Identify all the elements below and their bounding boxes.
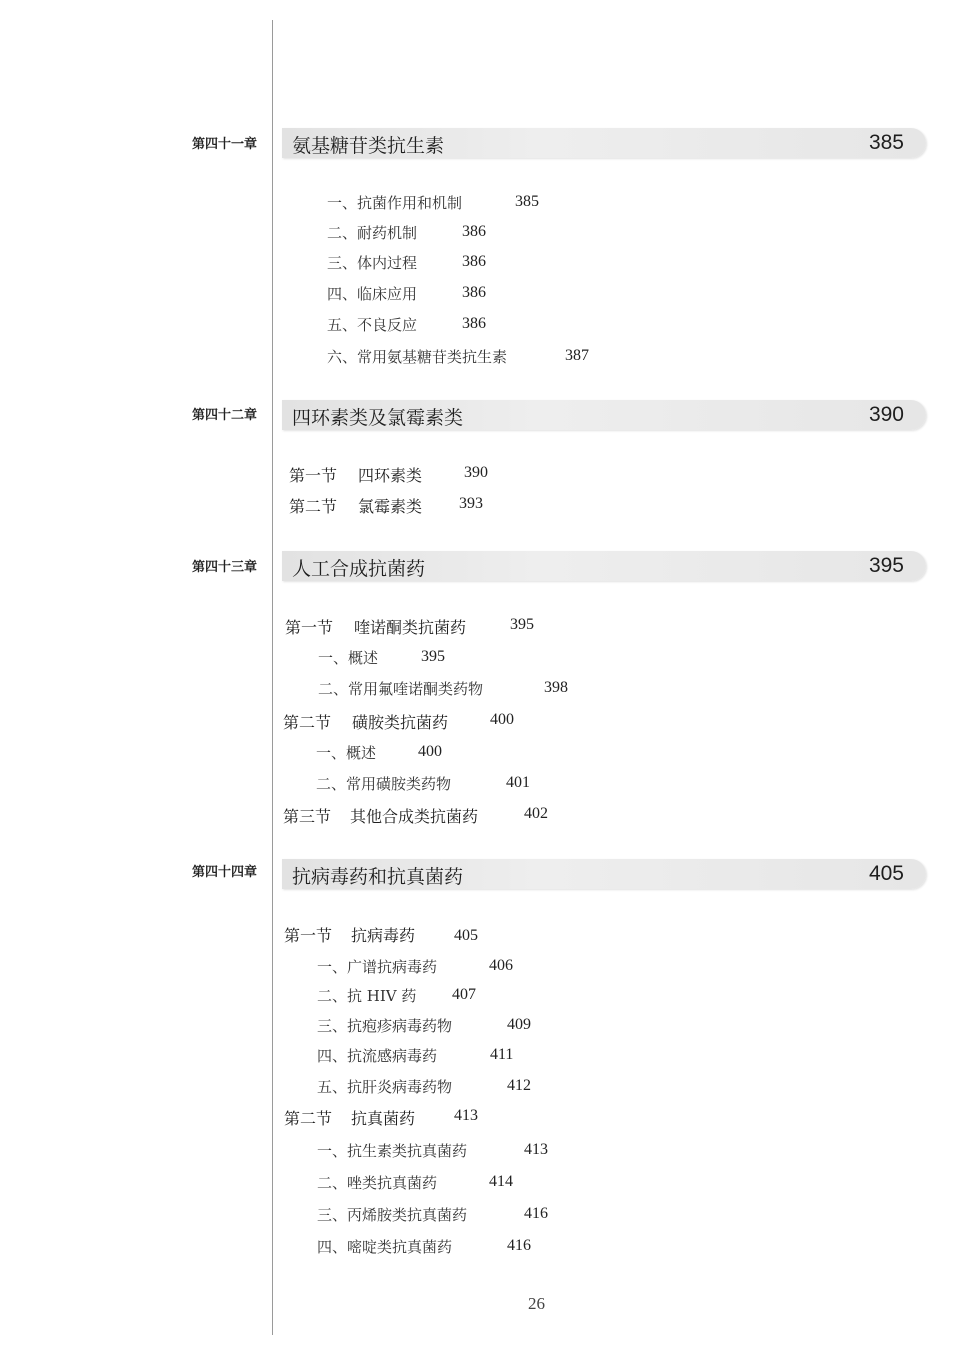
toc-entry[interactable]: 四、嘧啶类抗真菌药 416 [317, 1237, 531, 1256]
toc-section[interactable]: 第一节 四环素类 390 [289, 464, 488, 485]
toc-entry[interactable]: 一、概述 395 [318, 648, 445, 667]
page-number: 26 [528, 1294, 545, 1313]
toc-entry[interactable]: 二、耐药机制 386 [327, 223, 486, 242]
toc-entry[interactable]: 三、抗疱疹病毒药物 409 [317, 1016, 531, 1035]
chapter-42-label: 第四十二章 [192, 408, 258, 423]
toc-section[interactable]: 第三节 其他合成类抗菌药 402 [283, 805, 548, 826]
chapter-44-label: 第四十四章 [192, 865, 258, 880]
toc-entry[interactable]: 二、唑类抗真菌药 414 [317, 1173, 513, 1192]
toc-entry[interactable]: 四、临床应用 386 [327, 284, 486, 303]
toc-entry[interactable]: 二、常用磺胺类药物 401 [316, 774, 530, 793]
chapter-42-title: 四环素类及氯霉素类 [292, 407, 464, 429]
chapter-43-label: 第四十三章 [192, 560, 258, 575]
chapter-44-title: 抗病毒药和抗真菌药 [292, 866, 464, 888]
chapter-41-title: 氨基糖苷类抗生素 [292, 135, 445, 157]
toc-entry[interactable]: 二、抗 HIV 药 407 [317, 986, 476, 1005]
toc-entry[interactable]: 一、抗菌作用和机制 385 [327, 193, 539, 212]
chapter-43-banner[interactable] [282, 551, 926, 581]
toc-entry[interactable]: 二、常用氟喹诺酮类药物 398 [318, 679, 568, 698]
toc-entry[interactable]: 四、抗流感病毒药 411 [317, 1046, 514, 1065]
margin-rule [272, 20, 273, 1335]
chapter-43-page: 395 [868, 554, 904, 577]
toc-section[interactable]: 第一节 抗病毒药 405 [284, 926, 478, 945]
chapter-41-label: 第四十一章 [192, 137, 258, 152]
chapter-42-page: 390 [868, 403, 904, 426]
toc-entry[interactable]: 三、丙烯胺类抗真菌药 416 [317, 1205, 548, 1224]
chapter-44-page: 405 [868, 862, 904, 885]
toc-entry[interactable]: 五、抗肝炎病毒药物 412 [317, 1077, 531, 1096]
toc-entry[interactable]: 一、抗生素类抗真菌药 413 [317, 1141, 548, 1160]
chapter-44-banner[interactable] [282, 859, 926, 889]
toc-entry[interactable]: 三、体内过程 386 [327, 253, 486, 272]
chapter-43-title: 人工合成抗菌药 [292, 558, 426, 580]
toc-section[interactable]: 第二节 抗真菌药 413 [284, 1107, 478, 1128]
chapter-41-page: 385 [868, 131, 904, 154]
toc-entry[interactable]: 一、概述 400 [316, 743, 442, 762]
chapter-42-banner[interactable] [282, 400, 926, 430]
toc-entry[interactable]: 一、广谱抗病毒药 406 [317, 957, 513, 976]
toc-entry[interactable]: 五、不良反应 386 [327, 315, 486, 334]
toc-entry[interactable]: 六、常用氨基糖苷类抗生素 387 [327, 347, 589, 366]
toc-section[interactable]: 第二节 磺胺类抗菌药 400 [283, 711, 514, 732]
toc-section[interactable]: 第一节 喹诺酮类抗菌药 395 [285, 616, 534, 637]
toc-section[interactable]: 第二节 氯霉素类 393 [289, 495, 483, 516]
chapter-41-banner[interactable] [282, 128, 926, 158]
